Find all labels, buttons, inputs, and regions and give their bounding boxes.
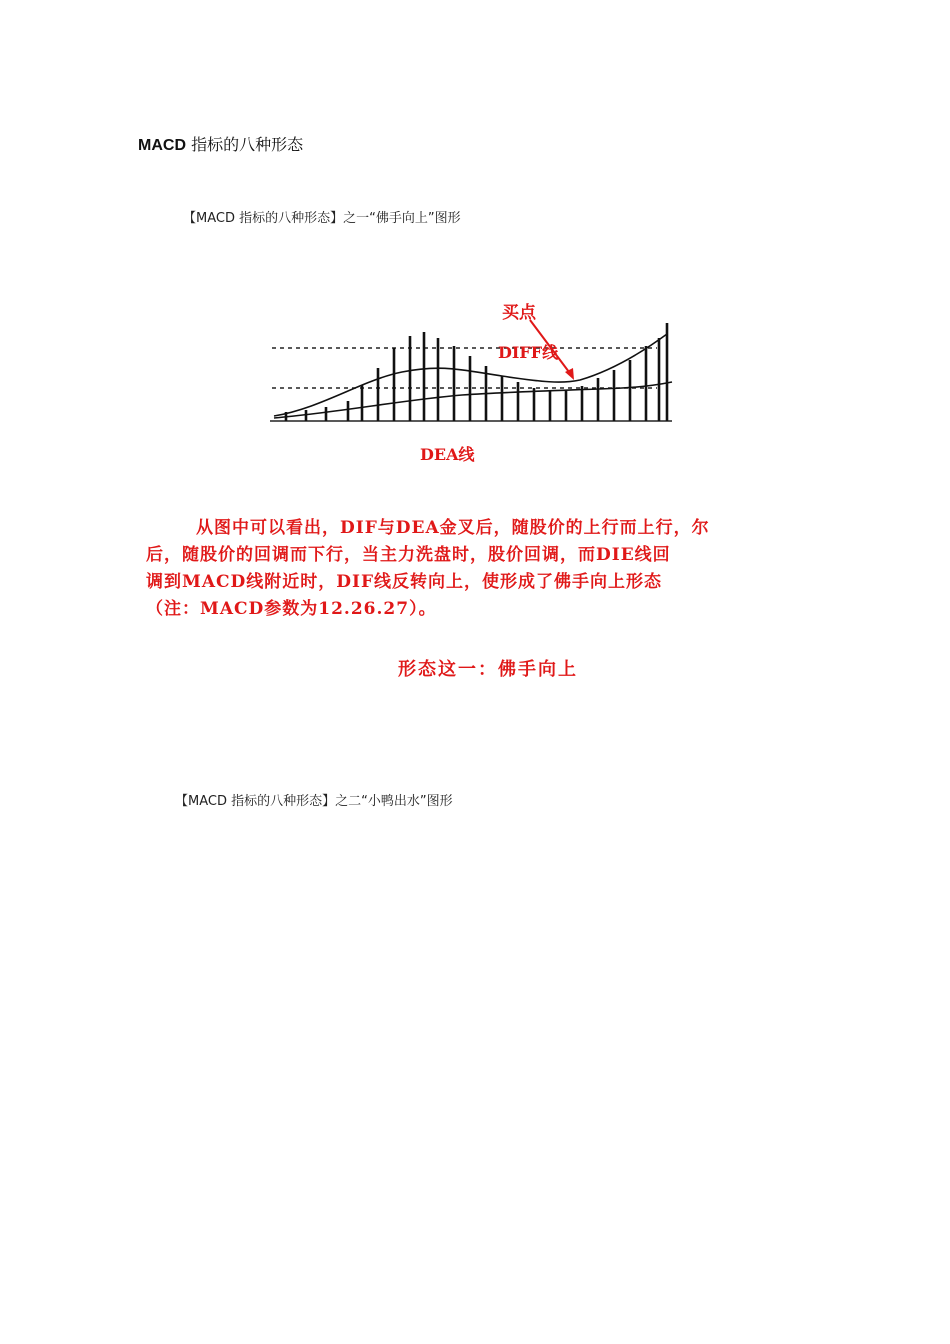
macd-figure-buddha-hand [262, 290, 682, 470]
explanation-line-3: 调到MACD线附近时，DIF线反转向上，使形成了佛手向上形态 [146, 572, 663, 592]
dea-line-label: DEA线 [420, 445, 475, 464]
explanation-line [146, 515, 826, 542]
document-title [138, 132, 303, 155]
document-title-rest: 指标的八种形态 [191, 135, 304, 154]
explanation-line-2: 后，随股价的回调而下行，当主力洗盘时，股价回调，而DIE线回 [146, 545, 671, 565]
diff-line-label: DIFF线 [498, 343, 559, 362]
section-heading-1: 【MACD 指标的八种形态】之一“佛手向上”图形 [183, 211, 461, 226]
explanation-line-4: （注：MACD参数为12.26.27）。 [146, 599, 437, 619]
document-title-bold: MACD [138, 137, 186, 154]
explanation-text [146, 515, 826, 623]
section-heading-2: 【MACD 指标的八种形态】之二“小鸭出水”图形 [175, 794, 453, 809]
buy-point-label: 买点 [502, 303, 536, 323]
figure-caption: 形态这一：佛手向上 [398, 659, 578, 680]
explanation-line-1: 从图中可以看出，DIF与DEA金叉后，随股价的上行而上行，尔 [196, 518, 710, 538]
